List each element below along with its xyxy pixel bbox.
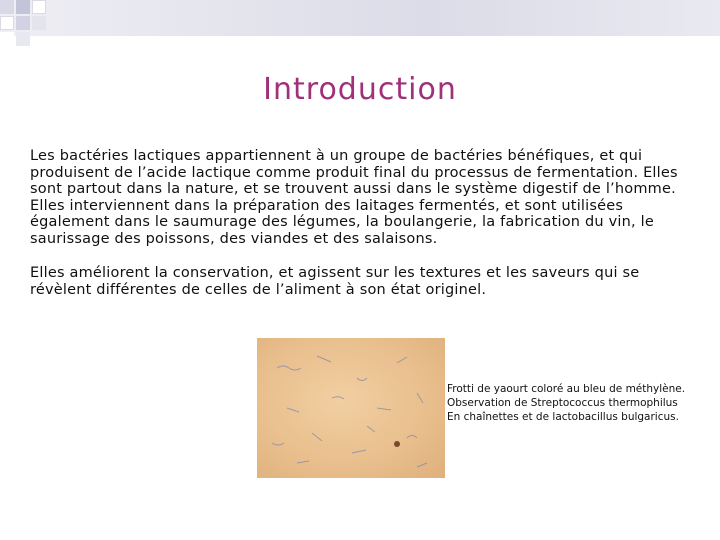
decorative-square: [16, 32, 30, 46]
decorative-square: [0, 16, 14, 30]
decorative-squares: [0, 0, 64, 48]
decorative-square: [16, 0, 30, 14]
image-caption: [447, 382, 712, 424]
decorative-square: [0, 32, 14, 46]
decorative-square: [16, 16, 30, 30]
paragraph-lactic-bacteria: Les bactéries lactiques appartiennent à un groupe de bactéries bénéfiques, et qui produisent de l’acide lactique comme produit final du processus de fermentation. Elles sont partout dans la nature, et se trouvent aussi dans le système digestif de l’homme. Elles interviennent dans la préparation des laitages fermentés, et sont utilisées également dans le saumurage des légumes, la boulangerie, la fabrication du vin, le saurissage des poissons, des viandes et des salaisons.: [30, 148, 678, 247]
decorative-square: [32, 16, 46, 30]
slide-title: Introduction: [263, 72, 457, 107]
bacteria-illustration: [257, 338, 445, 478]
caption-line: En chaînettes et de lactobacillus bulgaricus.: [447, 411, 679, 423]
top-decorative-band: [0, 0, 720, 36]
micrograph-image: [257, 338, 445, 478]
decorative-square: [32, 0, 46, 14]
decorative-square: [0, 0, 14, 14]
paragraph-conservation: Elles améliorent la conservation, et agissent sur les textures et les saveurs qui se révèlent différentes de celles de l’aliment à son état originel.: [30, 265, 640, 298]
caption-line: Frotti de yaourt coloré au bleu de méthylène.: [447, 383, 686, 395]
caption-line: Observation de Streptococcus thermophilus: [447, 397, 678, 409]
